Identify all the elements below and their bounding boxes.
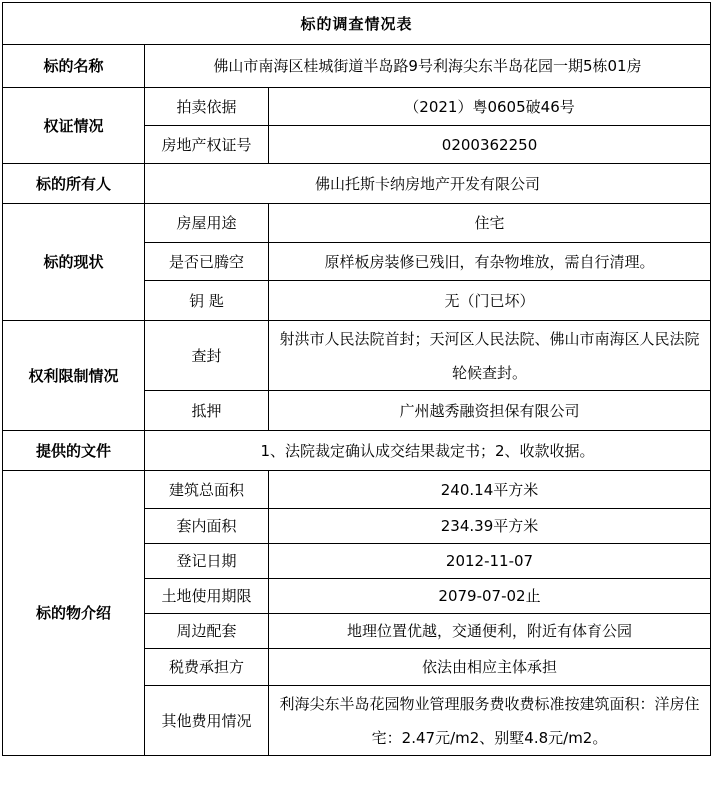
- owner-label: 标的所有人: [3, 164, 145, 204]
- auction-basis-label: 拍卖依据: [145, 88, 269, 126]
- usage-value: 住宅: [269, 204, 711, 243]
- survey-table: [2, 2, 711, 756]
- usage-label: 房屋用途: [145, 204, 269, 243]
- name-value: 佛山市南海区桂城街道半岛路9号利海尖东半岛花园一期5栋01房: [145, 45, 711, 88]
- intro-row-value: 利海尖东半岛花园物业管理服务费收费标准按建筑面积：洋房住宅：2.47元/m2、别墅4.8元/m2。: [269, 686, 711, 756]
- intro-row-value: 240.14平方米: [269, 471, 711, 509]
- intro-row-label: 周边配套: [145, 614, 269, 649]
- intro-row-value: 依法由相应主体承担: [269, 649, 711, 686]
- intro-row-value: 2079-07-02止: [269, 579, 711, 614]
- owner-value: 佛山托斯卡纳房地产开发有限公司: [145, 164, 711, 204]
- intro-row-value: 2012-11-07: [269, 544, 711, 579]
- table-title: 标的调查情况表: [3, 3, 711, 45]
- intro-row-label: 登记日期: [145, 544, 269, 579]
- keys-value: 无（门已坏）: [269, 281, 711, 321]
- vacated-label: 是否已腾空: [145, 243, 269, 281]
- name-label: 标的名称: [3, 45, 145, 88]
- vacated-value: 原样板房装修已残旧，有杂物堆放，需自行清理。: [269, 243, 711, 281]
- status-label: 标的现状: [3, 204, 145, 321]
- cert-no-value: 0200362250: [269, 126, 711, 164]
- intro-row-label: 税费承担方: [145, 649, 269, 686]
- seizure-value: 射洪市人民法院首封；天河区人民法院、佛山市南海区人民法院轮候查封。: [269, 321, 711, 391]
- restrictions-label: 权利限制情况: [3, 321, 145, 431]
- intro-row-value: 234.39平方米: [269, 509, 711, 544]
- intro-row-label: 建筑总面积: [145, 471, 269, 509]
- intro-row-label: 其他费用情况: [145, 686, 269, 756]
- mortgage-value: 广州越秀融资担保有限公司: [269, 391, 711, 431]
- intro-label: 标的物介绍: [3, 471, 145, 756]
- intro-row-value: 地理位置优越，交通便利，附近有体育公园: [269, 614, 711, 649]
- intro-row-label: 土地使用期限: [145, 579, 269, 614]
- cert-no-label: 房地产权证号: [145, 126, 269, 164]
- keys-label: 钥 匙: [145, 281, 269, 321]
- documents-label: 提供的文件: [3, 431, 145, 471]
- documents-value: 1、法院裁定确认成交结果裁定书；2、收款收据。: [145, 431, 711, 471]
- auction-basis-value: （2021）粤0605破46号: [269, 88, 711, 126]
- seizure-label: 查封: [145, 321, 269, 391]
- intro-row-label: 套内面积: [145, 509, 269, 544]
- mortgage-label: 抵押: [145, 391, 269, 431]
- rights-label: 权证情况: [3, 88, 145, 164]
